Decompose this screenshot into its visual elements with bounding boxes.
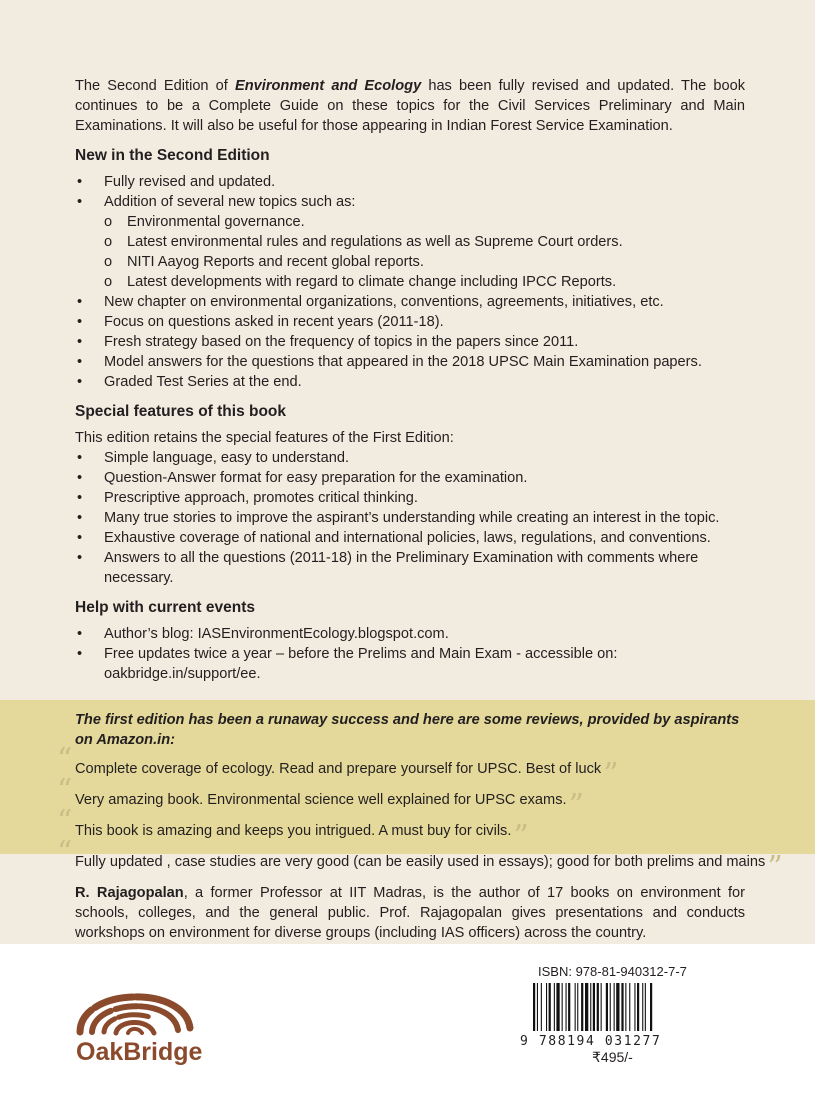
list-item: • Focus on questions asked in recent years (2011-18). <box>75 312 745 332</box>
list-item: • Fully revised and updated. <box>75 172 745 192</box>
list-item: • Fresh strategy based on the frequency of topics in the papers since 2011. <box>75 332 745 352</box>
list-item: • Answers to all the questions (2011-18) in the Preliminary Examination with comments where necessary. <box>75 548 745 588</box>
barcode-bar <box>568 983 570 1031</box>
sub-list-item: o NITI Aayog Reports and recent global reports. <box>104 252 745 272</box>
review-text: Fully updated , case studies are very good (can be easily used in essays); good for both prelims and mains <box>75 854 766 870</box>
barcode-bar <box>621 983 623 1031</box>
intro-text-2: has been fully revised and updated. The book continues to be a Complete Guide on these topics for the Civil Services Preliminary and Main Examinations. It will also be useful for those appearing in Indian Forest Service Examination. <box>75 78 745 134</box>
close-quote-icon: ” <box>513 819 529 854</box>
review-text: Very amazing book. Environmental science well explained for UPSC exams. <box>75 792 567 808</box>
barcode <box>533 983 693 1031</box>
current-events-section <box>75 598 745 684</box>
review-item <box>57 804 775 854</box>
barcode-bar <box>629 983 630 1031</box>
barcode-bar <box>650 983 652 1031</box>
author-bio-text: , a former Professor at IIT Madras, is the author of 17 books on environment for schools, colleges, and the general public. Prof. Rajagopalan gives presentations and conducts workshops on environment for diverse groups (including IAS officers) across the country. <box>75 884 745 941</box>
review-text: This book is amazing and keeps you intrigued. A must buy for civils. <box>75 823 512 839</box>
intro-text-1: The Second Edition of <box>75 78 235 94</box>
author-bio <box>75 883 745 943</box>
reviews-heading: The first edition has been a runaway success and here are some reviews, provided by aspirants on Amazon.in: <box>75 712 740 748</box>
barcode-bar <box>634 983 635 1031</box>
open-quote-icon: “ <box>57 742 73 777</box>
barcode-bar <box>642 983 643 1031</box>
isbn-label: ISBN: 978-81-940312-7-7 <box>538 964 687 979</box>
special-features-lead: This edition retains the special features of the First Edition: <box>75 430 454 446</box>
list-item <box>75 192 745 292</box>
tree-rings-icon <box>72 970 202 1066</box>
list-item: • Model answers for the questions that appeared in the 2018 UPSC Main Examination papers. <box>75 352 745 372</box>
barcode-bar <box>606 983 608 1031</box>
barcode-bar <box>593 983 595 1031</box>
sub-list-item: o Latest developments with regard to climate change including IPCC Reports. <box>104 272 745 292</box>
barcode-bar <box>614 983 615 1031</box>
intro-paragraph <box>75 76 745 136</box>
special-features-section <box>75 402 745 588</box>
barcode-bar <box>585 983 588 1031</box>
sub-list <box>104 212 745 292</box>
barcode-bar <box>581 983 583 1031</box>
list-item: • New chapter on environmental organizations, conventions, agreements, initiatives, etc. <box>75 292 745 312</box>
new-edition-list <box>75 172 745 392</box>
current-events-heading: Help with current events <box>75 599 256 616</box>
barcode-bar <box>554 983 555 1031</box>
list-item: • Many true stories to improve the aspirant’s understanding while creating an interest in the topic. <box>75 508 745 528</box>
barcode-bar <box>556 983 559 1031</box>
reviews-list <box>57 742 783 885</box>
list-item: • Author’s blog: IASEnvironmentEcology.blogspot.com. <box>75 624 745 644</box>
barcode-bar <box>616 983 619 1031</box>
barcode-bar <box>577 983 578 1031</box>
main-content <box>75 76 745 694</box>
barcode-bar <box>562 983 563 1031</box>
isbn-digits: 9 788194 031277 <box>520 1034 662 1049</box>
sub-list-item: o Latest environmental rules and regulations as well as Supreme Court orders. <box>104 232 745 252</box>
barcode-bar <box>625 983 626 1031</box>
open-quote-icon: “ <box>57 804 73 839</box>
review-item <box>57 835 783 885</box>
book-title: Environment and Ecology <box>235 78 422 94</box>
publisher-logo <box>72 970 202 1066</box>
close-quote-icon: ” <box>568 788 584 823</box>
list-item: • Graded Test Series at the end. <box>75 372 745 392</box>
barcode-bar <box>533 983 535 1031</box>
barcode-bar <box>610 983 611 1031</box>
review-text: Complete coverage of ecology. Read and prepare yourself for UPSC. Best of luck <box>75 761 602 777</box>
list-item: • Prescriptive approach, promotes critical thinking. <box>75 488 745 508</box>
author-name: R. Rajagopalan <box>75 884 184 901</box>
special-features-list <box>75 448 745 588</box>
barcode-bar <box>575 983 576 1031</box>
barcode-bar <box>546 983 547 1031</box>
barcode-bar <box>537 983 538 1031</box>
open-quote-icon: “ <box>57 773 73 808</box>
list-item: • Simple language, easy to understand. <box>75 448 745 468</box>
close-quote-icon: ” <box>767 850 783 885</box>
sub-list-item: o Environmental governance. <box>104 212 745 232</box>
barcode-bar <box>645 983 646 1031</box>
special-features-heading: Special features of this book <box>75 403 287 420</box>
barcode-bar <box>590 983 591 1031</box>
barcode-bar <box>601 983 602 1031</box>
reviews-band <box>0 700 815 885</box>
review-item <box>57 742 775 792</box>
list-item-text: Addition of several new topics such as: <box>104 194 356 210</box>
list-item: • Free updates twice a year – before the Prelims and Main Exam - accessible on: oakbridge.in/support/ee. <box>75 644 745 684</box>
barcode-bar <box>549 983 551 1031</box>
new-edition-section <box>75 146 745 392</box>
cover-footer <box>0 944 815 1106</box>
barcode-bar <box>637 983 639 1031</box>
publisher-name: OakBridge <box>76 1038 202 1066</box>
price: ₹495/- <box>592 1049 633 1065</box>
list-item: • Question-Answer format for easy preparation for the examination. <box>75 468 745 488</box>
review-item <box>57 773 775 823</box>
barcode-bar <box>566 983 567 1031</box>
new-edition-heading: New in the Second Edition <box>75 147 270 164</box>
isbn-block <box>520 964 700 1066</box>
barcode-bar <box>597 983 599 1031</box>
open-quote-icon: “ <box>57 835 73 870</box>
list-item: • Exhaustive coverage of national and international policies, laws, regulations, and conventions. <box>75 528 745 548</box>
current-events-list <box>75 624 745 684</box>
close-quote-icon: ” <box>603 757 619 792</box>
barcode-bar <box>541 983 542 1031</box>
